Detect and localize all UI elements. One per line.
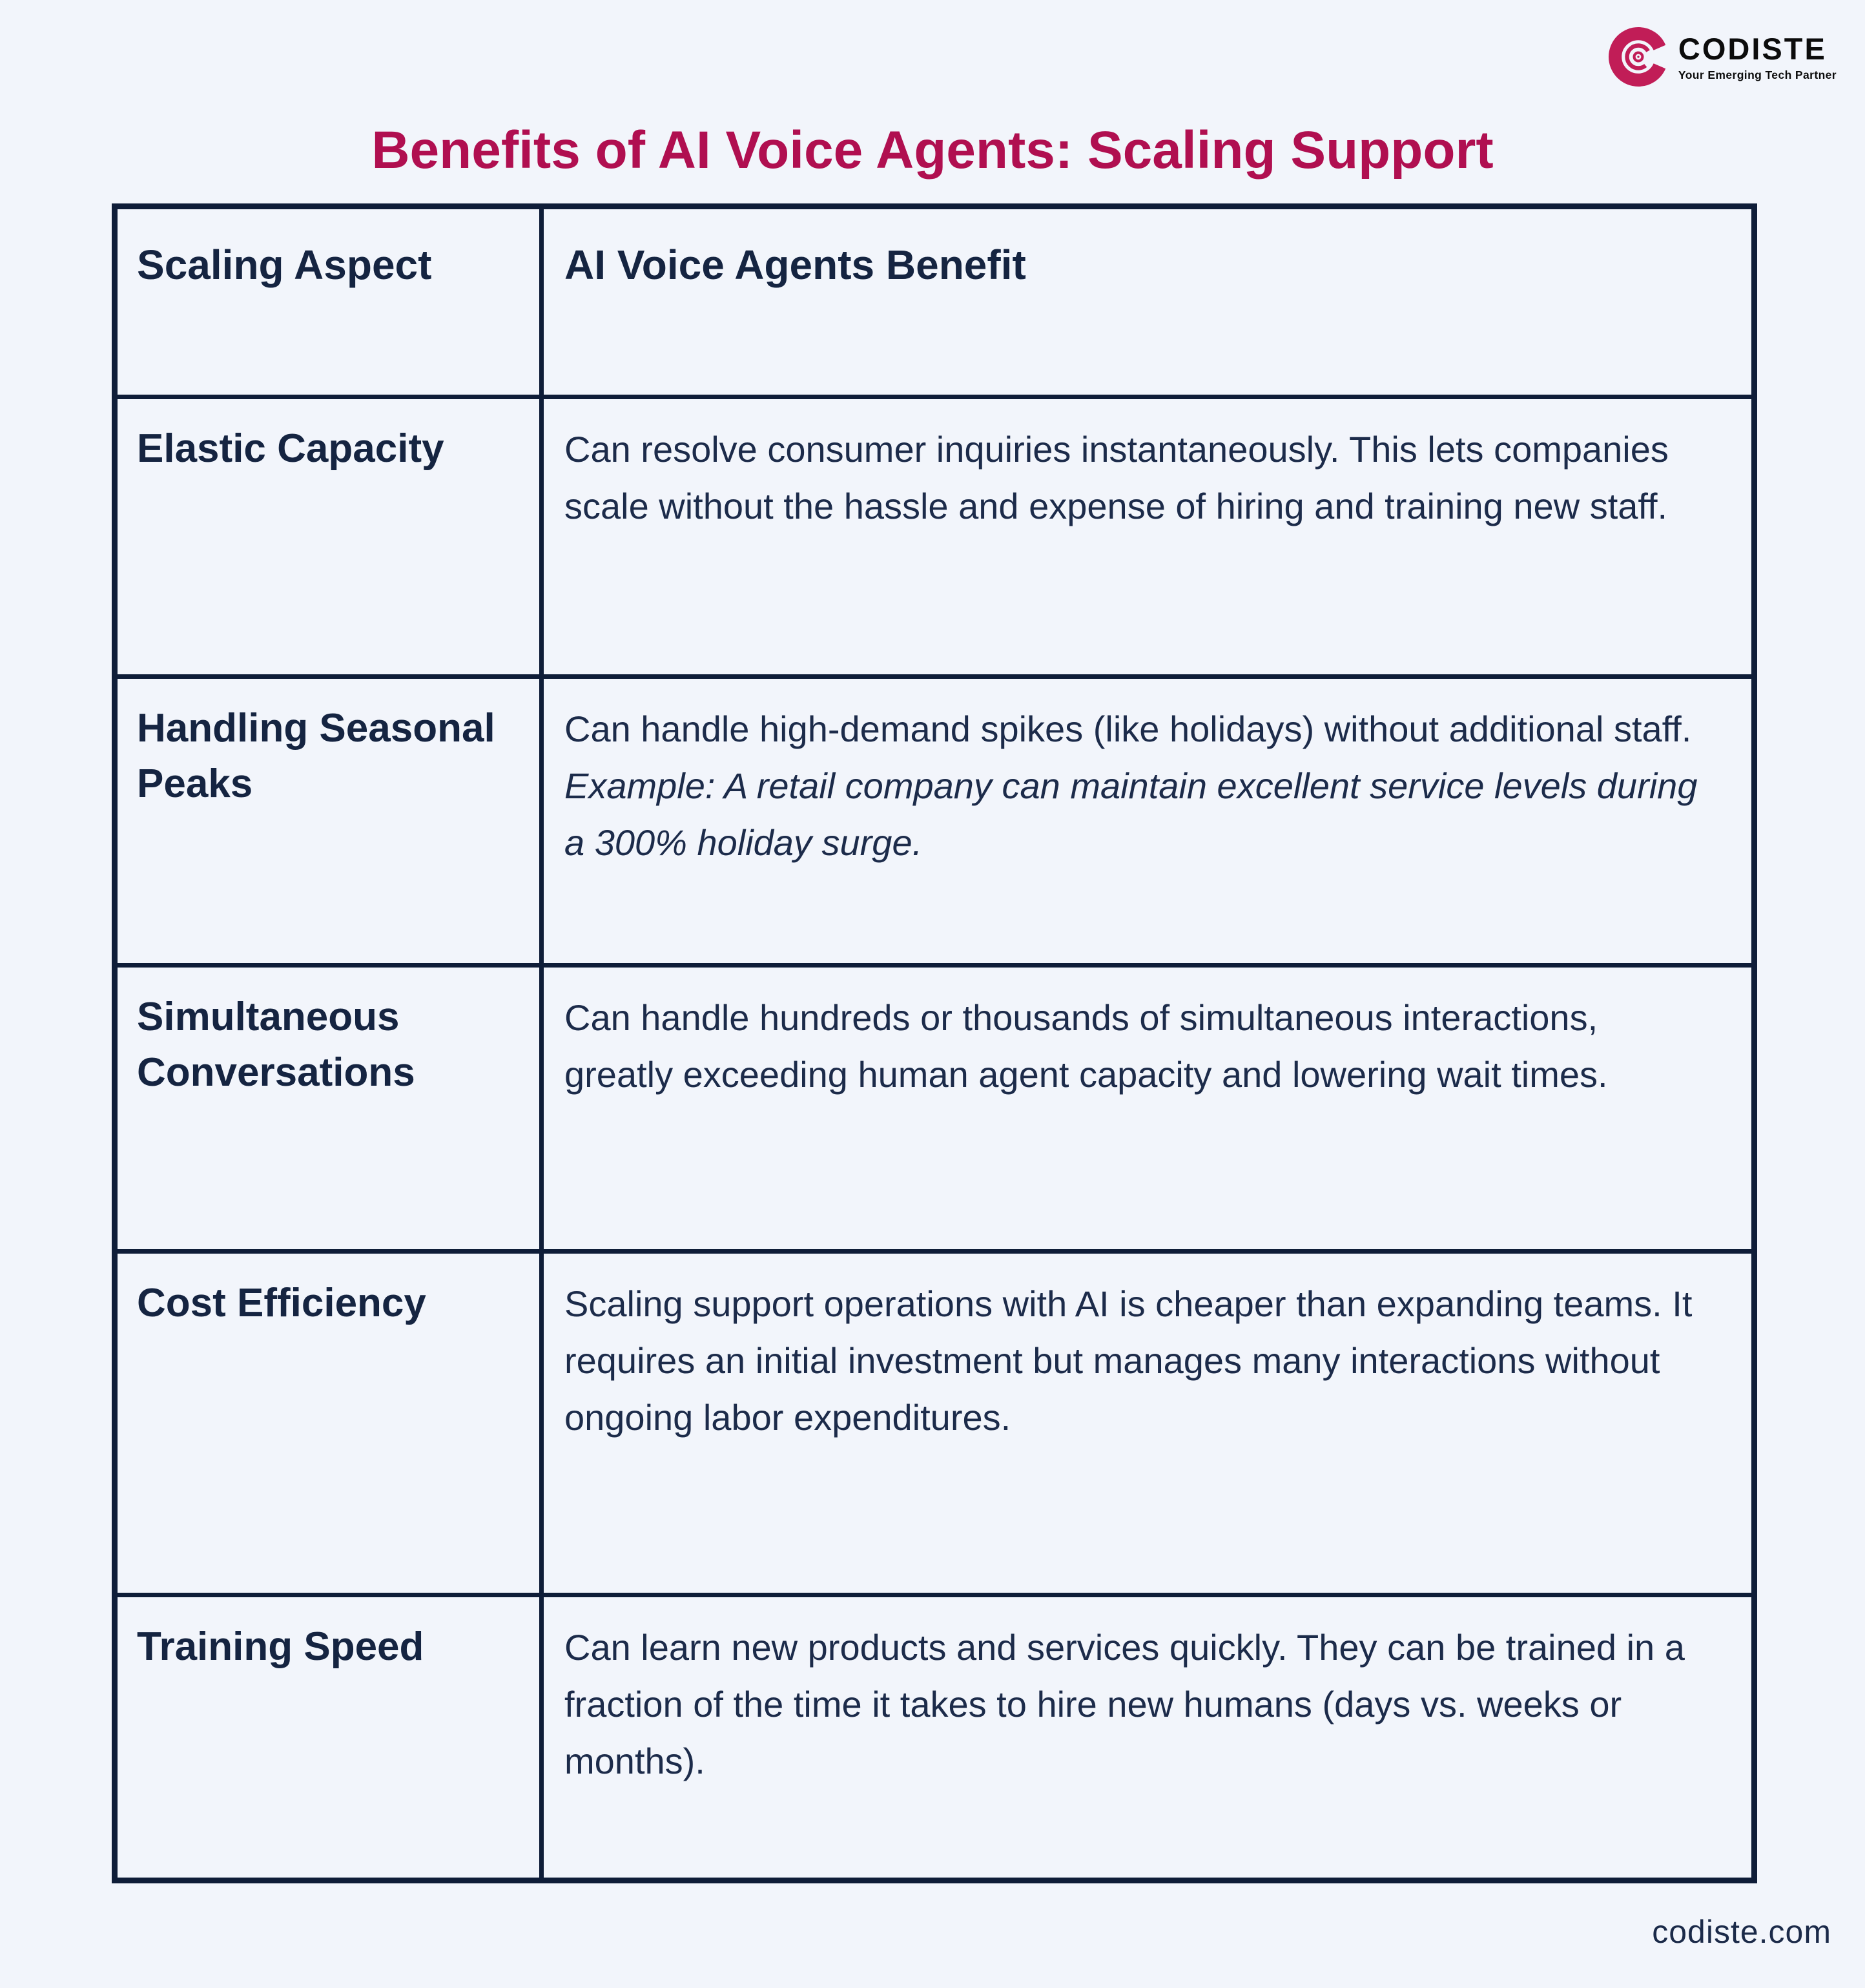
website-link: codiste.com (1652, 1914, 1831, 1950)
table-row-handling-seasonal-peaks (115, 677, 1755, 966)
benefit-cell: Can handle hundreds or thousands of simultaneous interactions, greatly exceeding human agent capacity and lowering wait times. (542, 966, 1755, 1252)
benefit-example-text: Example: A retail company can maintain excellent service levels during a 300% holiday surge. (564, 765, 1698, 863)
benefit-cell: Scaling support operations with AI is cheaper than expanding teams. It requires an initial investment but manages many interactions without ongoing labor expenditures. (542, 1252, 1755, 1595)
column-header-ai-voice-agents-benefit: AI Voice Agents Benefit (542, 207, 1755, 397)
benefit-text: Can handle high-demand spikes (like holidays) without additional staff. (564, 709, 1692, 749)
table-row-simultaneous-conversations (115, 966, 1755, 1252)
table-row-elastic-capacity (115, 397, 1755, 677)
aspect-cell: Simultaneous Conversations (115, 966, 542, 1252)
benefit-cell (542, 677, 1755, 966)
codiste-logo-name: CODISTE (1678, 32, 1827, 66)
benefit-cell: Can learn new products and services quickly. They can be trained in a fraction of the time it takes to hire new humans (days vs. weeks or months). (542, 1595, 1755, 1881)
table-row-training-speed (115, 1595, 1755, 1881)
codiste-logo-text (1678, 27, 1837, 82)
page-title: Benefits of AI Voice Agents: Scaling Support (371, 121, 1494, 180)
aspect-cell: Handling Seasonal Peaks (115, 677, 542, 966)
codiste-logo-tagline: Your Emerging Tech Partner (1678, 68, 1837, 81)
column-header-scaling-aspect: Scaling Aspect (115, 207, 542, 397)
benefits-table (112, 203, 1757, 1883)
table-row-cost-efficiency (115, 1252, 1755, 1595)
benefit-cell: Can resolve consumer inquiries instantaneously. This lets companies scale without the hassle and expense of hiring and training new staff. (542, 397, 1755, 677)
codiste-logo-icon (1609, 27, 1668, 87)
table-header-row (115, 207, 1755, 397)
aspect-cell: Elastic Capacity (115, 397, 542, 677)
aspect-cell: Training Speed (115, 1595, 542, 1881)
aspect-cell: Cost Efficiency (115, 1252, 542, 1595)
codiste-logo (1609, 27, 1837, 87)
